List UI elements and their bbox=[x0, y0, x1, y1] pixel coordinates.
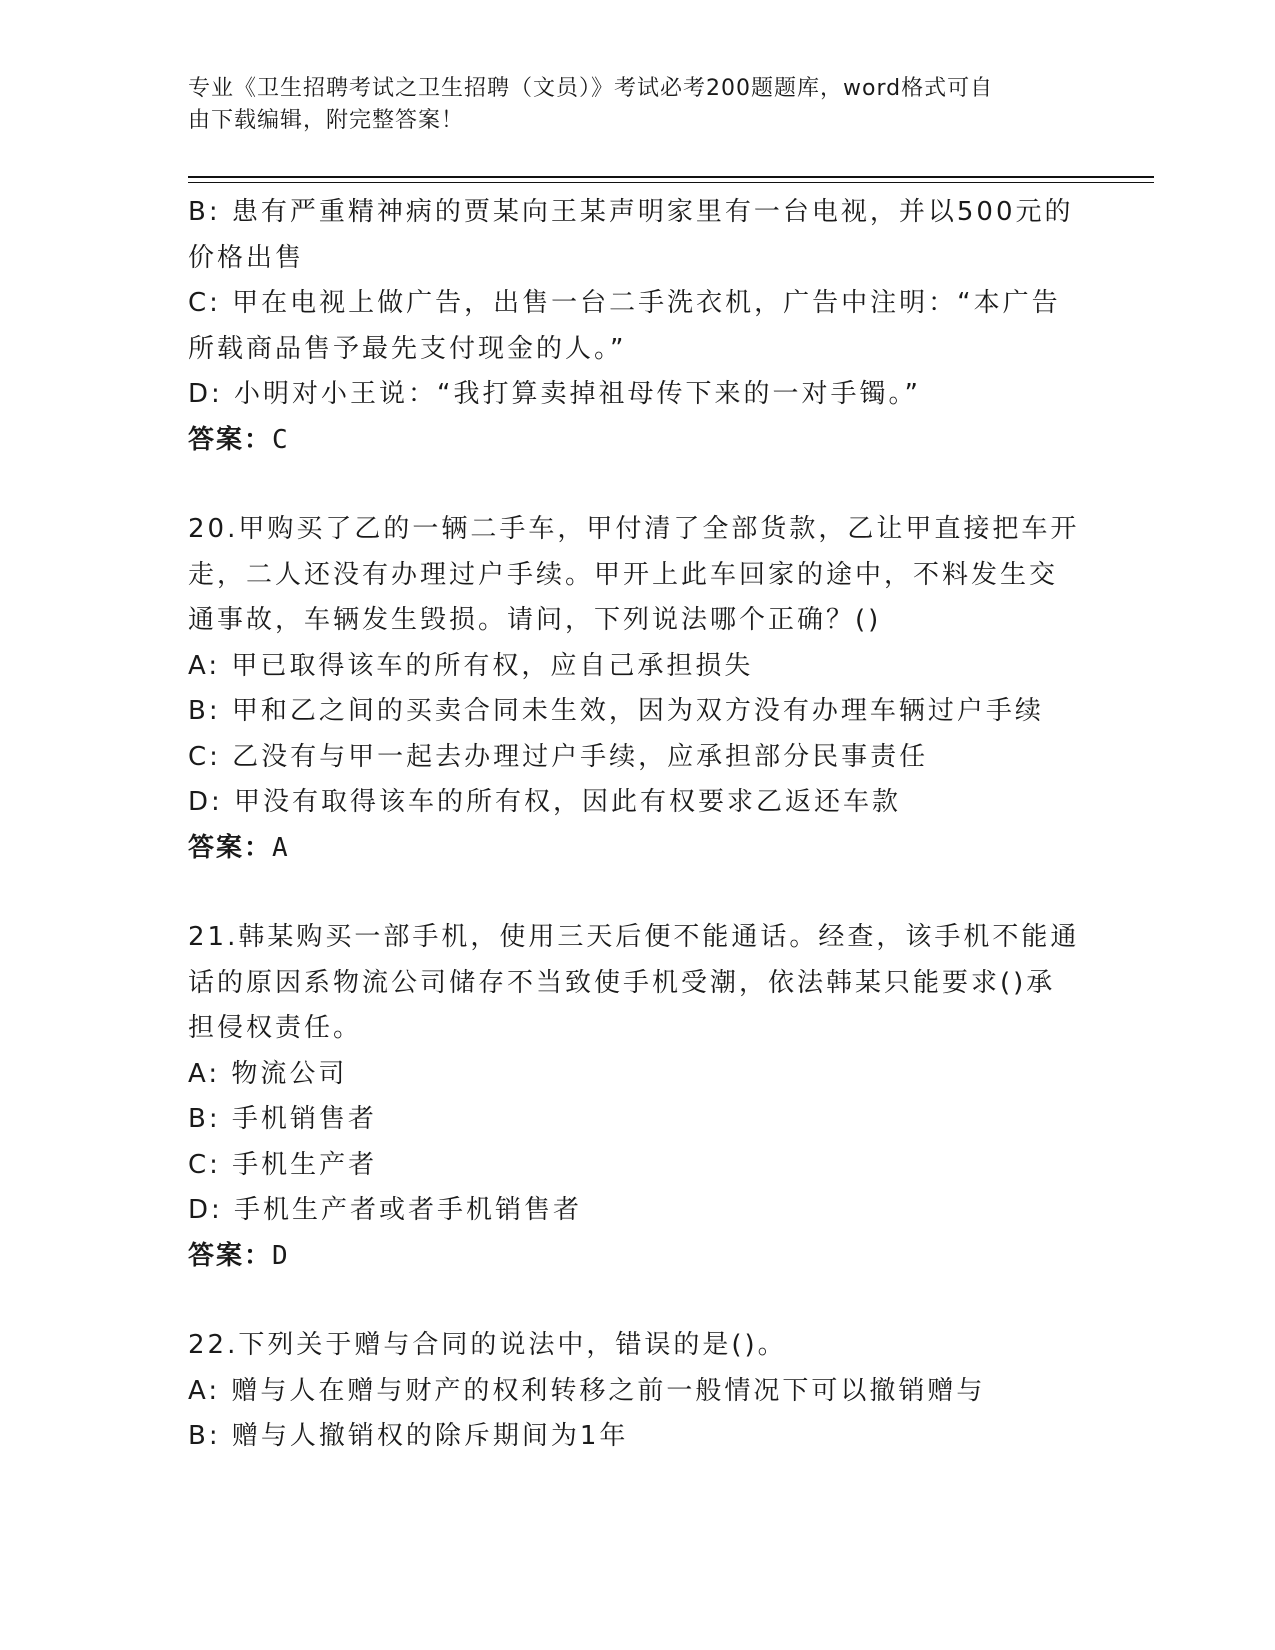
answer-value: C bbox=[272, 424, 288, 455]
question-stem-line: 20.甲购买了乙的一辆二手车，甲付清了全部货款，乙让甲直接把车开 bbox=[188, 514, 1080, 544]
answer-value: A bbox=[272, 832, 288, 863]
option-a: A: 赠与人在赠与财产的权利转移之前一般情况下可以撤销赠与 bbox=[188, 1375, 986, 1406]
header-divider-thick bbox=[188, 176, 1154, 178]
option-line: C: 甲在电视上做广告，出售一台二手洗衣机，广告中注明：“本广告 bbox=[188, 288, 1061, 318]
question-19-tail bbox=[188, 190, 1088, 463]
option-a: A: 甲已取得该车的所有权，应自己承担损失 bbox=[188, 650, 754, 681]
answer-label: 答案： bbox=[188, 832, 273, 863]
question-20 bbox=[188, 507, 1088, 871]
option-line: 价格出售 bbox=[188, 242, 305, 273]
answer-label: 答案： bbox=[188, 1240, 273, 1271]
header-line-1: 专业《卫生招聘考试之卫生招聘（文员）》考试必考200题题库，word格式可自 bbox=[188, 76, 994, 101]
option-b: B: 赠与人撤销权的除斥期间为1年 bbox=[188, 1421, 629, 1451]
option-line: B: 患有严重精神病的贾某向王某声明家里有一台电视，并以500元的 bbox=[188, 197, 1074, 227]
question-stem-line: 通事故，车辆发生毁损。请问，下列说法哪个正确？() bbox=[188, 605, 882, 635]
spacer bbox=[188, 463, 1088, 507]
option-b: B: 手机销售者 bbox=[188, 1104, 377, 1134]
question-stem-line: 22.下列关于赠与合同的说法中，错误的是()。 bbox=[188, 1330, 787, 1360]
answer-line bbox=[188, 1234, 1088, 1280]
option-line: 所载商品售予最先支付现金的人。” bbox=[188, 333, 627, 364]
option-b: B: 甲和乙之间的买卖合同未生效，因为双方没有办理车辆过户手续 bbox=[188, 696, 1044, 726]
question-21 bbox=[188, 915, 1088, 1279]
answer-value: D bbox=[272, 1240, 288, 1271]
question-22 bbox=[188, 1323, 1088, 1460]
question-stem-line: 21.韩某购买一部手机，使用三天后便不能通话。经查，该手机不能通 bbox=[188, 922, 1080, 952]
answer-line bbox=[188, 826, 1088, 872]
question-stem-line: 担侵权责任。 bbox=[188, 1013, 363, 1043]
question-stem-line: 话的原因系物流公司储存不当致使手机受潮，依法韩某只能要求()承 bbox=[188, 967, 1056, 998]
option-d: D: 甲没有取得该车的所有权，因此有权要求乙返还车款 bbox=[188, 787, 902, 817]
spacer bbox=[188, 871, 1088, 915]
document-body bbox=[188, 190, 1088, 1460]
spacer bbox=[188, 1279, 1088, 1323]
option-a: A: 物流公司 bbox=[188, 1058, 348, 1089]
option-c: C: 乙没有与甲一起去办理过户手续，应承担部分民事责任 bbox=[188, 741, 929, 772]
question-stem-line: 走，二人还没有办理过户手续。甲开上此车回家的途中，不料发生交 bbox=[188, 559, 1059, 590]
document-header bbox=[188, 73, 1068, 137]
option-line: D: 小明对小王说：“我打算卖掉祖母传下来的一对手镯。” bbox=[188, 379, 921, 409]
header-divider-thin bbox=[188, 182, 1154, 183]
answer-line bbox=[188, 418, 1088, 464]
header-line-2: 由下载编辑，附完整答案！ bbox=[188, 108, 465, 133]
answer-label: 答案： bbox=[188, 424, 273, 455]
option-d: D: 手机生产者或者手机销售者 bbox=[188, 1195, 583, 1225]
option-c: C: 手机生产者 bbox=[188, 1149, 378, 1180]
